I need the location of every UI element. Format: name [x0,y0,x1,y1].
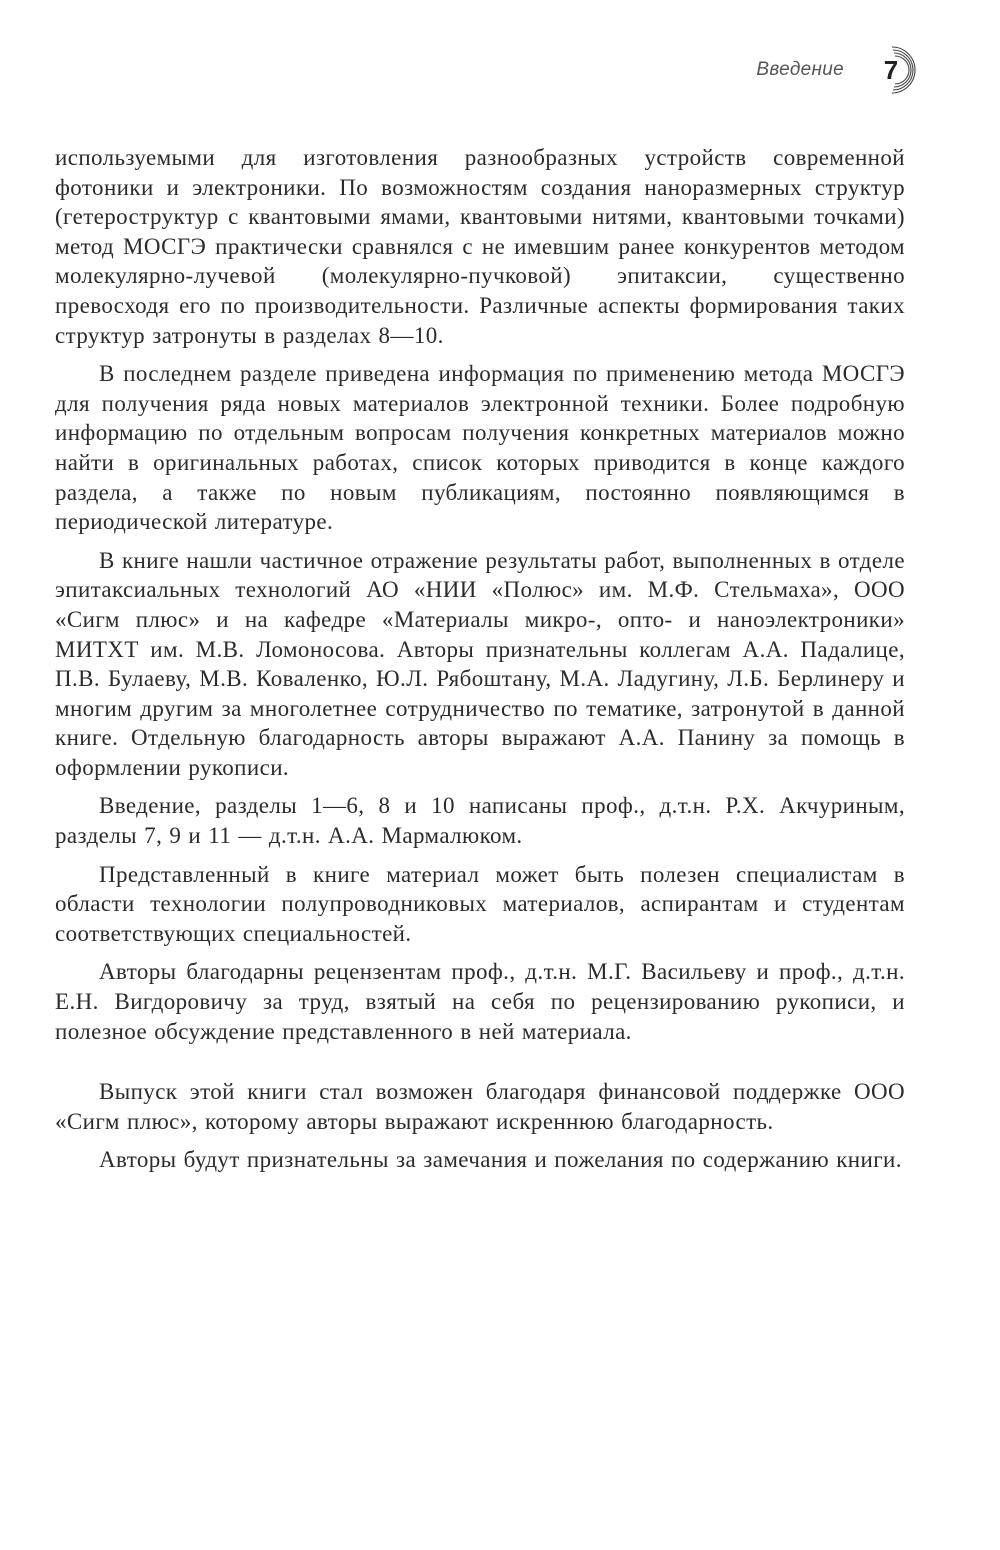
paragraph: Выпуск этой книги стал возможен благодаря финансовой поддержке ООО «Сигм плюс», которому авторы выражают искреннюю благодарность. [55,1079,905,1134]
section-title: Введение [756,59,844,80]
page-number-badge [872,41,930,99]
body-text [55,143,905,1184]
paragraph: В последнем разделе приведена информация по применению метода МОСГЭ для получения ряда новых материалов электронной техники. Более подробную информацию по отдельным вопросам получения конкретных материалов можно найти в оригинальных работах, список которых приводится в конце каждого раздела, а также по новым публикациям, постоянно появляющимся в периодической литературе. [55,361,905,535]
paragraph: Представленный в книге материал может быть полезен специалистам в области технологии полупроводниковых материалов, аспирантам и студентам соответствующих специальностей. [55,861,905,946]
paragraph: Авторы будут признательны за замечания и пожелания по содержанию книги. [99,1147,902,1173]
paragraph: используемыми для изготовления разнообразных устройств современной фотоники и электроники. По возможностям создания наноразмерных структур (гетероструктур с квантовыми ямами, квантовыми нитями, квантовыми точками) метод МОСГЭ практически сравнялся с не имевшим ранее конкурентов методом молекулярно-лучевой (молекулярно-пучковой) эпитаксии, существенно превосходя его по производительности. Различные аспекты формирования таких структур затронуты в разделах 8—10. [55,145,905,348]
paragraph: Авторы благодарны рецензентам проф., д.т.н. М.Г. Васильеву и проф., д.т.н. Е.Н. Вигдоровичу за труд, взятый на себя по рецензированию рукописи, и полезное обсуждение представленного в ней материала. [55,959,905,1044]
running-header [756,40,930,100]
paragraph: В книге нашли частичное отражение результаты работ, выполненных в отделе эпитаксиальных технологий АО «НИИ «Полюс» им. М.Ф. Стельмаха», ООО «Сигм плюс» и на кафедре «Материалы микро-, опто- и наноэлектроники» МИТХТ им. М.В. Ломоносова. Авторы признательны коллегам А.А. Падалице, П.В. Булаеву, М.В. Коваленко, Ю.Л. Рябоштану, М.А. Ладугину, Л.Б. Берлинеру и многим другим за многолетнее сотрудничество по тематике, затронутой в данной книге. Отдельную благодарность авторы выражают А.А. Панину за помощь в оформлении рукописи. [55,547,905,780]
page-number: 7 [883,55,899,85]
paragraph: Введение, разделы 1—6, 8 и 10 написаны проф., д.т.н. Р.Х. Акчуриным, разделы 7, 9 и 11 — д.т.н. А.А. Мармалюком. [55,793,905,849]
